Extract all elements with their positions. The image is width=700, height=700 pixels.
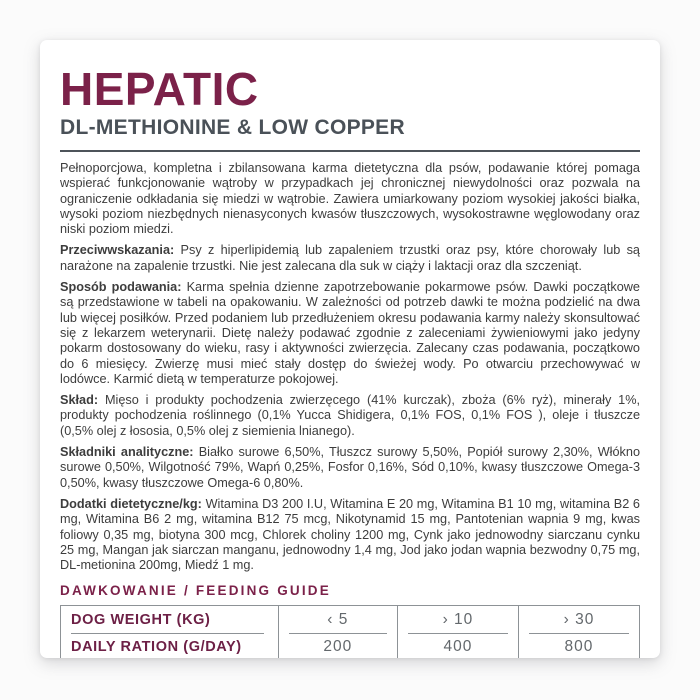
paragraph-text: Mięso i produkty pochodzenia zwierzęcego (41% kurczak), zboża (6% ryż), minerały 1%, produkty pochodzenia roślinnego (0,1% Yucca Shidigera, 0,1% FOS, 0,1% FOS ), oleje i tłuszcze (0,5% olej z łososia, 0,5% olej z siemienia lnianego).	[60, 393, 641, 438]
dog-weight-value: › 30	[563, 610, 595, 628]
paragraph-lead: Skład:	[60, 393, 99, 408]
daily-ration-value: 400	[443, 638, 473, 656]
paragraph-text: Białko surowe 6,50%, Tłuszcz surowy 5,50%, Popiół surowy 2,30%, Włókno surowe 0,50%, Wilgotność 79%, Wapń 0,25%, Fosfor 0,16%, Sód 0,10%, kwasy tłuszczowe Omega-3 0,50%, kwasy tłuszczowe Omega-6 0,80%.	[60, 445, 640, 490]
product-label-card	[40, 40, 660, 658]
paragraph-lead: Dodatki dietetyczne/kg:	[60, 496, 202, 511]
daily-ration-label: DAILY RATION (G/DAY)	[71, 639, 242, 656]
dog-weight-value: ‹ 5	[327, 610, 349, 628]
paragraph-lead: Składniki analityczne:	[60, 445, 194, 460]
dog-weight-value: › 10	[442, 610, 474, 628]
paragraph-lead: Sposób podawania:	[60, 280, 182, 295]
label-paragraph	[60, 243, 640, 274]
paragraph-text: Pełnoporcjowa, kompletna i zbilansowana karma dietetyczna dla psów, podawanie której pomaga wspierać funkcjonowanie wątroby w przypadkach jej chronicznej niewydolności oraz pozwala na ograniczenie odkładania się miedzi w wątrobie. Zawiera umiarkowany poziom wysokiej jakości białka, wysoki poziom niezbędnych nienasyconych kwasów tłuszczowych, wysokostrawne węglowodany oraz niski poziom miedzi.	[60, 161, 640, 237]
label-paragraph	[60, 445, 640, 491]
paragraph-lead: Przeciwwskazania:	[60, 243, 175, 258]
feeding-guide-table	[60, 605, 640, 658]
label-paragraph	[60, 280, 640, 387]
table-value-column	[397, 606, 518, 658]
label-paragraph	[60, 393, 640, 439]
daily-ration-value: 800	[564, 638, 594, 656]
daily-ration-value: 200	[323, 638, 353, 656]
table-labels-column	[61, 606, 278, 658]
paragraph-text: Witamina D3 200 I.U, Witamina E 20 mg, Witamina B1 10 mg, witamina B2 6 mg, Witamina B6 2 mg, witamina B12 75 mcg, Nikotynamid 15 mg, Pantotenian wapnia 9 mg, kwas foliowy 0,35 mg, biotyna 300 mcg, Chlorek choliny 1200 mg, Cynk jako jednowodny siarczanu cynku 25 mg, Mangan jak siarczan manganu, jednowodny 1,4 mg, Jod jako jodan wapnia bezwodny 0,75 mg, DL-metionina 200mg, Miedź 1 mg.	[60, 496, 640, 573]
feeding-guide-heading: DAWKOWANIE / FEEDING GUIDE	[60, 583, 331, 599]
dog-weight-label: DOG WEIGHT (KG)	[71, 611, 211, 628]
label-paragraph	[60, 161, 640, 237]
product-title: HEPATIC	[60, 63, 259, 115]
paragraph-text: Psy z hiperlipidemią lub zapaleniem trzustki oraz psy, które chorowały lub są narażone na zapalenie trzustki. Nie jest zalecana dla suk w ciąży i laktacji oraz dla szczeniąt.	[60, 243, 640, 273]
header-divider	[60, 150, 640, 152]
table-value-column	[278, 606, 397, 658]
label-paragraph	[60, 497, 640, 573]
paragraph-text: Karma spełnia dzienne zapotrzebowanie pokarmowe psów. Dawki początkowe są przedstawione w tabeli na opakowaniu. W zależności od potrzeb dawki te można podzielić na dwa lub więcej posiłków. Przed podaniem lub przedłużeniem okresu podawania karmy należy skonsultować się z lekarzem weterynarii. Dietę należy podawać zgodnie z zaleceniami żywieniowymi jako jedyny pokarm dostosowany do wieku, rasy i aktywności zwierzęcia. Zalecany czas podawania, początkowo do 6 miesięcy. Zwierzę musi mieć stały dostęp do świeżej wody. Po otwarciu przechowywać w lodówce. Karmić dietą w temperaturze pokojowej.	[60, 280, 640, 386]
product-subtitle: DL-METHIONINE & LOW COPPER	[60, 116, 405, 139]
description-paragraphs	[60, 161, 640, 573]
table-value-column	[518, 606, 639, 658]
